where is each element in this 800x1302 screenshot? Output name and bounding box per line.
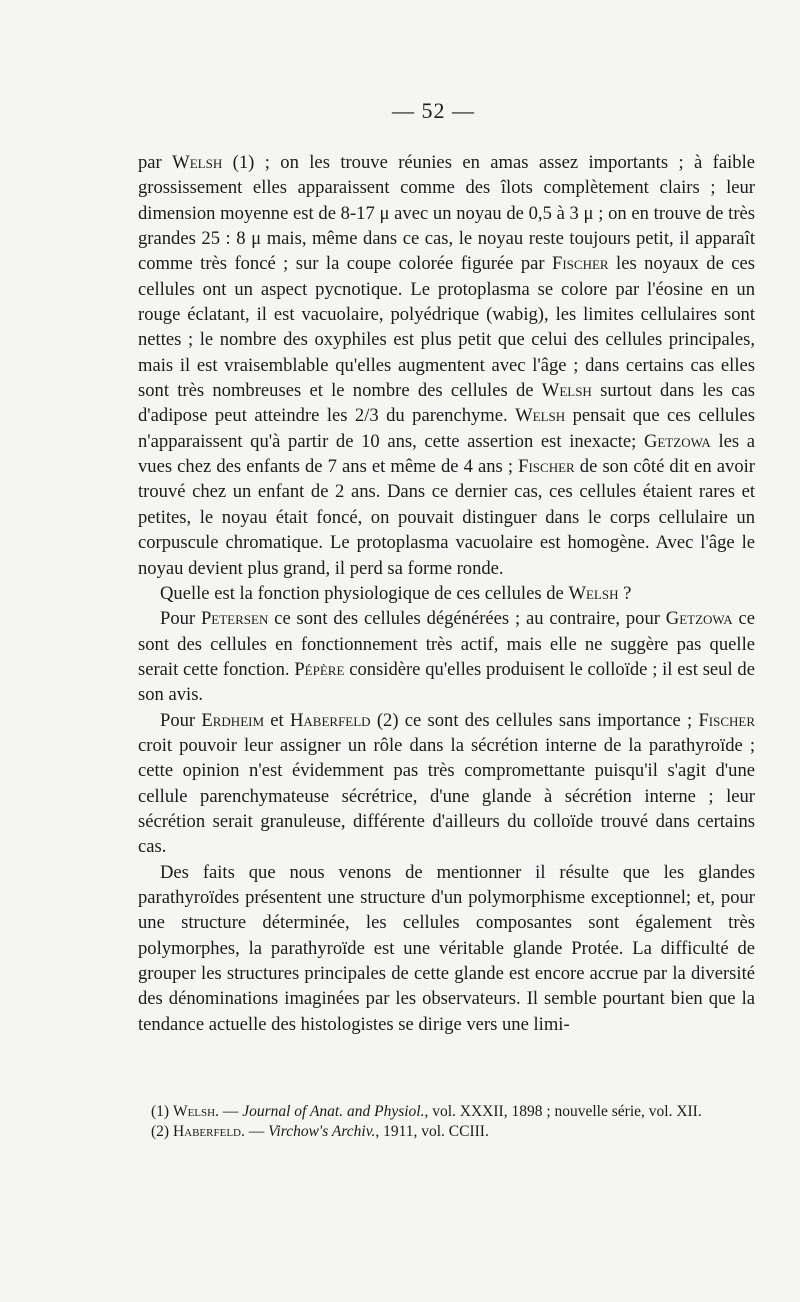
text-run: Quelle est la fonction physiologique de ces cellules de [160,582,569,604]
text-run: Pour [160,709,202,731]
footnotes [138,1102,755,1141]
author-name: Welsh [541,380,592,402]
footnote-dash: — [218,1103,243,1120]
author-name: Getzowa [665,608,733,630]
paragraph-4 [138,708,755,860]
paragraph-2 [138,581,755,606]
footnote-details: , 1911, vol. CCIII. [375,1122,489,1140]
text-run: et [264,709,290,731]
text-run: ce sont des cellules en fonctionnement très actif, mais elle ne suggère pas quelle serait cette fonction. [138,608,755,680]
text-run: considère qu'elles produisent le colloïde ; il est seul de son avis. [138,658,755,706]
paragraph-1 [138,150,755,581]
text-run: Pour [160,608,201,630]
footnote-dash: — [244,1122,269,1140]
footnote-author: Welsh. [172,1103,219,1120]
footnote-number: (2) [151,1122,173,1140]
footnote-2 [138,1122,755,1142]
author-name: Fischer [552,253,609,275]
footnote-number: (1) [151,1103,173,1120]
author-name: Pépère [294,658,345,680]
paragraph-3 [138,606,755,707]
text-run: Des faits que nous venons de mentionner il résulte que les glandes parathyroïdes présentent une structure d'un polymorphisme exceptionnel; et, pour une structure déterminée, les cellules composantes sont également très polymorphes, la parathyroïde est une véritable glande Protée. La difficulté de grouper les structures principales de cette glande est encore accrue par la diversité des dénominations imaginées par les observateurs. Il semble pourtant bien que la tendance actuelle des histologistes se dirige vers une limi- [138,861,755,1035]
author-name: Getzowa [643,430,711,452]
text-run: (2) ce sont des cellules sans importance ; [370,709,699,731]
footnote-author: Haberfeld. [172,1122,245,1140]
footnote-journal: Journal of Anat. and Physiol. [242,1103,425,1120]
text-run: les noyaux de ces cellules ont un aspect pycnotique. Le protoplasma se colore par l'éosine en un rouge éclatant, il est vacuolaire, polyédrique (wabig), les limites cellulaires sont nettes ; le nombre des oxyphiles est plus petit que celui des cellules principales, mais il est vraisemblable qu'elles augmentent avec l'âge ; dans certains cas elles sont très nombreuses et le nombre des cellules de [138,253,756,402]
author-name: Erdheim [201,709,265,731]
author-name: Welsh [568,582,619,604]
footnote-details: , vol. XXXII, 1898 ; nouvelle série, vol. XII. [424,1103,702,1120]
text-run: ce sont des cellules dégénérées ; au contraire, pour [268,608,666,630]
text-run: surtout dans les cas d'adipose peut atteindre les 2/3 du parenchyme. [138,380,755,427]
text-run: (1) ; on les trouve réunies en amas assez importants ; à faible grossissement elles apparaissent comme des îlots complètement clairs ; leur dimension moyenne est de 8-17 μ avec un noyau de 0,5 à 3 μ ; on en trouve de très grandes 25 : 8 μ mais, même dans ce cas, le noyau reste toujours petit, il apparaît comme très foncé ; sur la coupe colorée figurée par [138,152,756,275]
paragraph-5 [138,860,755,1037]
text-run: ? [618,582,632,604]
text-run: pensait que ces cellules n'apparaissent qu'à partir de 10 ans, cette assertion est inexacte; [138,405,755,452]
author-name: Welsh [515,405,566,427]
author-name: Fischer [518,456,575,478]
author-name: Haberfeld [289,709,371,731]
body-text [138,150,755,1037]
author-name: Welsh [172,152,223,173]
author-name: Petersen [200,608,269,630]
text-run: les a vues chez des enfants de 7 ans et même de 4 ans ; [138,430,755,478]
footnote-1 [138,1102,755,1122]
author-name: Fischer [698,709,756,731]
page-number: — 52 — [392,98,475,123]
text-run: de son côté dit en avoir trouvé chez un enfant de 2 ans. Dans ce dernier cas, ces cellules étaient rares et petites, le noyau était foncé, on pouvait distinguer dans le corps cellulaire un corpuscule chromatique. Le protoplasma vacuolaire est homogène. Avec l'âge le noyau devient plus grand, il perd sa forme ronde. [138,456,755,579]
text-run: croit pouvoir leur assigner un rôle dans la sécrétion interne de la parathyroïde ; cette opinion n'est évidemment pas très compromettante puisqu'il s'agit d'une cellule parenchymateuse sécrétrice, d'une glande à sécrétion interne ; leur sécrétion serait granuleuse, différente d'ailleurs du colloïde trouvé dans certains cas. [138,734,755,858]
footnote-journal: Virchow's Archiv. [268,1122,376,1140]
text-run: par [138,152,173,173]
